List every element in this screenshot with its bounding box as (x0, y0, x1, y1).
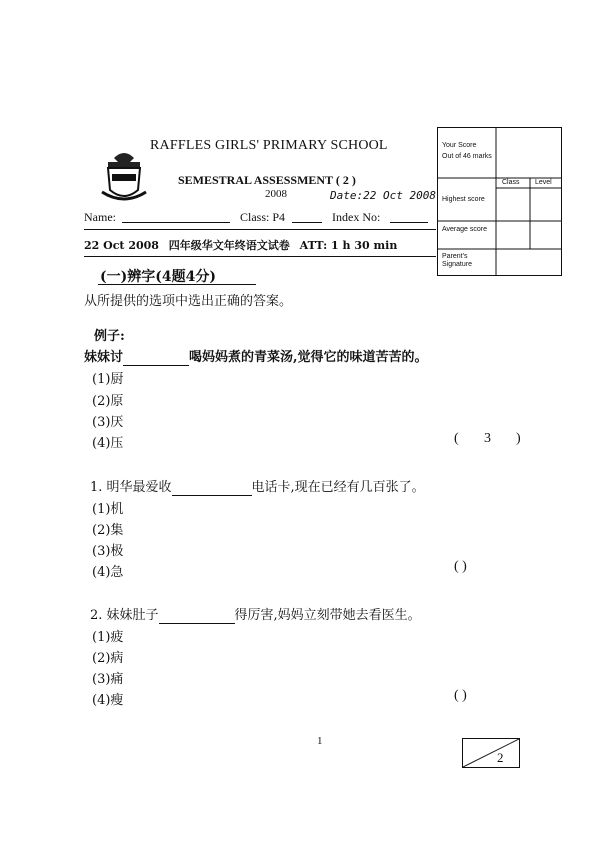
header-divider-bottom (84, 256, 436, 257)
example-answer-open: ( (454, 431, 459, 446)
name-field[interactable] (122, 222, 230, 223)
out-of-label: Out of 46 marks (442, 153, 492, 160)
question-2-after: 得厉害,妈妈立刻带她去看医生。 (234, 608, 421, 623)
example-blank (123, 350, 189, 366)
question-1-before: 1. 明华最爱收 (90, 480, 172, 495)
marks-box (462, 738, 520, 768)
school-crest-icon (100, 148, 148, 204)
example-option: (4)压 (92, 436, 124, 451)
class-field[interactable] (292, 222, 322, 223)
question-2-blank[interactable] (159, 608, 235, 624)
question-1-blank[interactable] (172, 480, 252, 496)
question-1-answer-bracket[interactable]: ( ) (454, 559, 467, 574)
exam-info-line (84, 237, 397, 253)
example-label: 例子: (94, 329, 125, 344)
question-2-answer-bracket[interactable]: ( ) (454, 688, 467, 703)
class-column-label: Class (502, 179, 520, 186)
assessment-year: 2008 (265, 188, 287, 200)
example-answer: 3 (484, 431, 491, 446)
exam-date: 22 Oct 2008 (84, 239, 159, 252)
score-box (437, 127, 562, 276)
exam-duration: ATT: 1 h 30 min (299, 239, 398, 252)
header-divider (84, 229, 436, 230)
question-2-option[interactable]: (4)瘦 (92, 693, 124, 708)
question-2-before: 2. 妹妹肚子 (90, 608, 159, 623)
handwritten-date: Date:22 Oct 2008 (330, 189, 436, 202)
question-1-after: 电话卡,现在已经有几百张了。 (251, 480, 425, 495)
example-option: (1)厨 (92, 372, 124, 387)
example-option: (3)厌 (92, 415, 124, 430)
example-sentence (84, 346, 428, 366)
question-2-option[interactable]: (3)痛 (92, 672, 124, 687)
question-2-option[interactable]: (2)病 (92, 651, 124, 666)
exam-title: 四年级华文年终语文试卷 (168, 239, 290, 252)
name-label: Name: (84, 210, 116, 224)
example-answer-close: ) (516, 431, 521, 446)
section-title: (一)辨字(4题4分) (100, 269, 216, 285)
example-sentence-before: 妹妹讨 (84, 350, 124, 365)
question-2-text (90, 604, 421, 624)
class-label: Class: P4 (240, 210, 286, 224)
index-label: Index No: (332, 210, 381, 224)
school-name: RAFFLES GIRLS' PRIMARY SCHOOL (150, 138, 388, 153)
assessment-title: SEMESTRAL ASSESSMENT ( 2 ) (178, 173, 356, 187)
question-1-option[interactable]: (1)机 (92, 502, 124, 517)
question-1-option[interactable]: (3)极 (92, 544, 124, 559)
index-field[interactable] (390, 222, 428, 223)
question-2-option[interactable]: (1)疲 (92, 630, 124, 645)
marks-diagonal (463, 739, 519, 767)
question-1-text (90, 476, 425, 496)
marks-total: 2 (497, 750, 504, 765)
your-score-label: Your Score (442, 142, 477, 149)
section-title-underline (98, 284, 256, 285)
question-1-option[interactable]: (2)集 (92, 523, 124, 538)
parent-signature-label: Parent's Signature (442, 253, 472, 268)
section-instruction: 从所提供的选项中选出正确的答案。 (84, 294, 293, 309)
example-sentence-after: 喝妈妈煮的青菜汤,觉得它的味道苦苦的。 (189, 350, 428, 365)
highest-score-label: Highest score (442, 196, 485, 203)
question-1-option[interactable]: (4)急 (92, 565, 124, 580)
average-score-label: Average score (442, 226, 488, 233)
page-number: 1 (317, 735, 323, 747)
example-option: (2)原 (92, 394, 124, 409)
level-column-label: Level (535, 179, 552, 186)
